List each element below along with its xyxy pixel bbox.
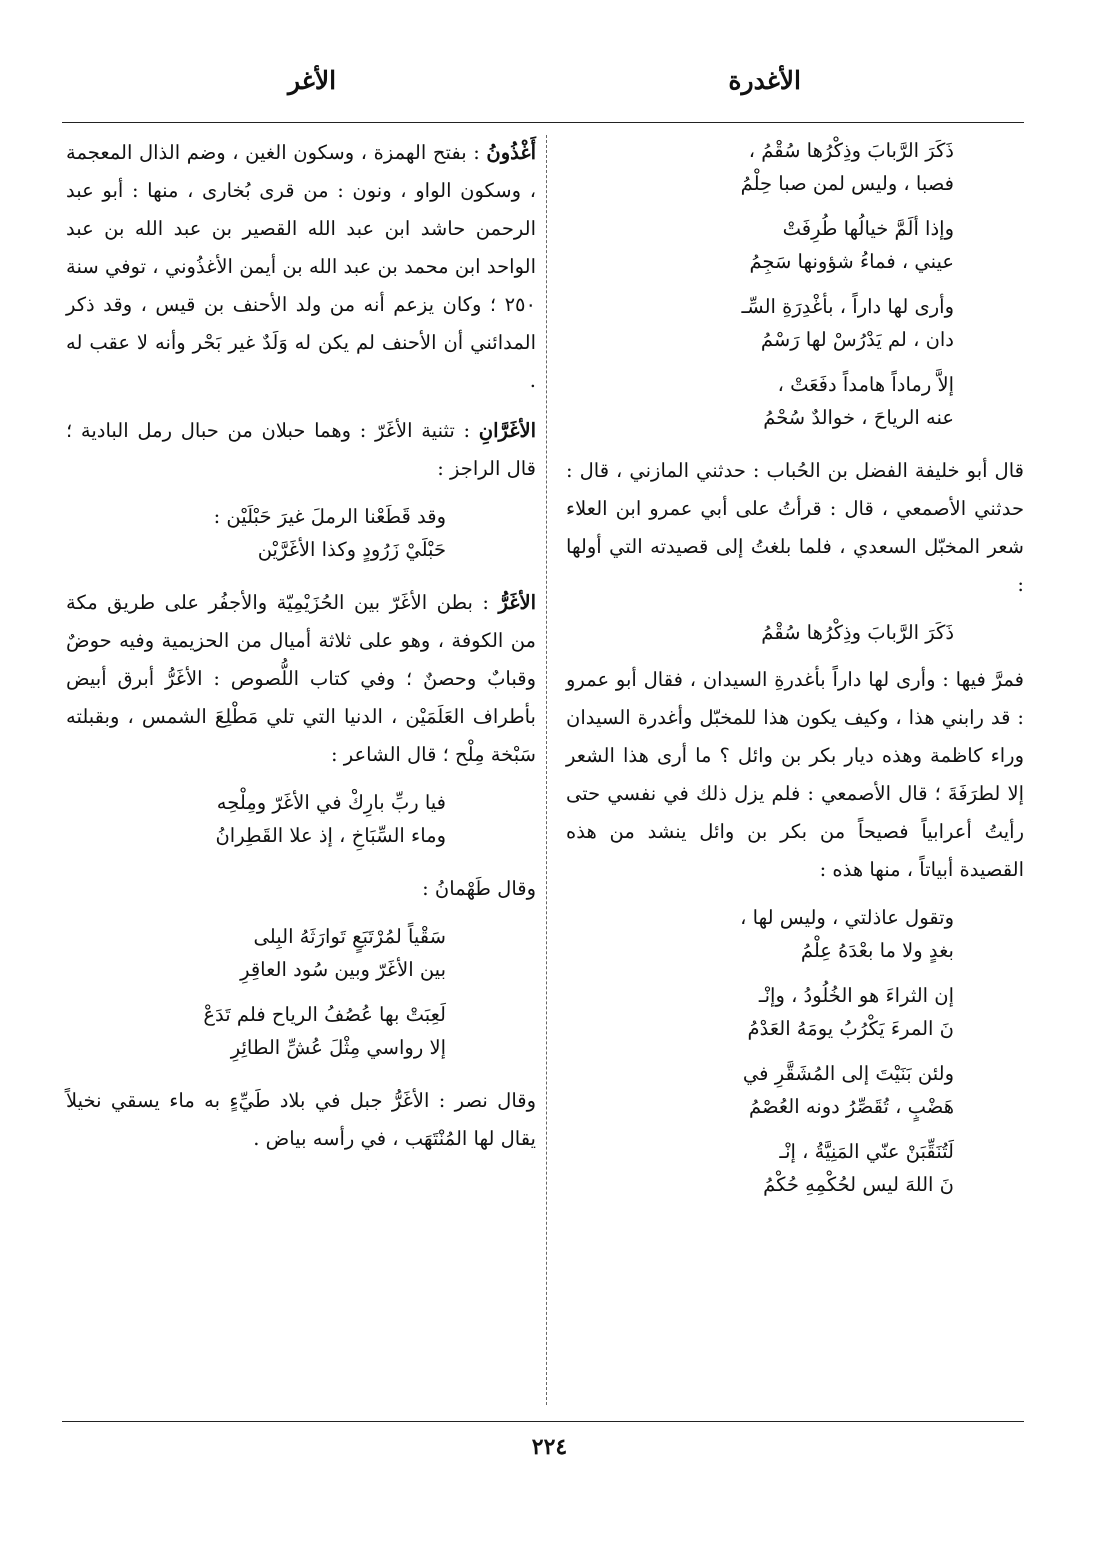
verse-block xyxy=(566,1135,1024,1201)
verse-line: حَبْلَيْ زَرُودٍ وكذا الأغَرَّيْن xyxy=(257,538,446,561)
entry-text: : بفتح الهمزة ، وسكون الغين ، وضم الذال المعجمة ، وسكون الواو ، ونون : من قرى بُخارى ، منها : أبو عبد الرحمن حاشد ابن عبد الله القصير بن عبد الله بن عبد الواحد ابن محمد بن عبد الله بن أيمن الأغذُوني ، توفي سنة ٢٥٠ ؛ وكان يزعم أنه من ولد الأحنف بن قيس ، وقد ذكر المدائني أن الأحنف لم يكن له وَلَدٌ غير بَحْر وأنه لا عقب له . xyxy=(66,141,536,392)
running-header-left: الأغر xyxy=(288,66,337,95)
verse-line: وقد قَطَعْنا الرملَ غيرَ حَبْلَيْن : xyxy=(213,505,446,528)
prose-paragraph: وقال طَهْمانُ : xyxy=(422,877,536,900)
verse-line: بين الأغَرّ وبين سُود العاقِرِ xyxy=(240,958,446,981)
verse-block xyxy=(566,134,1024,200)
entry-agharran xyxy=(66,412,536,488)
verse-line: إلاَّ رماداً هامداً دفَعَتْ ، xyxy=(777,373,954,396)
verse-line: نَ اللهَ ليس لحُكْمِهِ حُكْمُ xyxy=(763,1173,954,1196)
verse-block xyxy=(66,920,536,986)
verse-line: هَضْبٍ ، تُقَصِّرُ دونه العُصْمُ xyxy=(748,1095,954,1118)
verse-block xyxy=(566,979,1024,1045)
entry-agharr xyxy=(66,584,536,774)
bottom-rule xyxy=(62,1421,1024,1422)
page-number: ٢٢٤ xyxy=(531,1434,568,1460)
verse-line: لَتُنَقِّبَنْ عنّي المَنِيَّةُ ، إنْـ xyxy=(779,1140,954,1163)
verse-block xyxy=(66,998,536,1064)
verse-line: إلا رواسي مِثْلَ عُشِّ الطائِرِ xyxy=(230,1036,446,1059)
verse-line: نَ المرءَ يَكْرُبُ يومَهُ العَدْمُ xyxy=(747,1017,954,1040)
verse-block xyxy=(66,786,536,852)
prose-paragraph: قال أبو خليفة الفضل بن الحُباب : حدثني المازني ، قال : حدثني الأصمعي ، قال : قرأتُ على أبي عمرو ابن العلاء شعر المخبّل السعدي ، فلما بلغتُ إلى قصيدته التي أولها : xyxy=(566,459,1024,596)
verse-block xyxy=(566,1057,1024,1123)
top-rule xyxy=(62,122,1024,123)
entry-text: : تثنية الأغَرّ : وهما حبلان من حبال رمل البادية ؛ قال الراجز : xyxy=(66,419,536,480)
verse-line: سَقْياً لمُرْتَبَعٍ تَوارَثَهُ البِلى xyxy=(253,925,446,948)
verse-block xyxy=(66,500,536,566)
verse-line: فصبا ، وليس لمن صبا حِلْمُ xyxy=(740,172,954,195)
verse-line: بغدٍ ولا ما بعْدَهُ عِلْمُ xyxy=(800,939,954,962)
verse-line: وإذا ألَمَّ خيالُها طُرِفَتْ xyxy=(782,217,954,240)
verse-block xyxy=(566,901,1024,967)
verse-line: عنه الرياحَ ، خوالدٌ سُحْمُ xyxy=(763,406,954,429)
prose-paragraph: وقال نصر : الأغَرُّ جبل في بلاد طَيِّءٍ به ماء يسقي نخيلاً يقال لها المُنْتَهَب ، في رأسه بياض . xyxy=(66,1089,536,1150)
left-column xyxy=(66,134,536,1158)
entry-headword: الأغَرُّ xyxy=(498,591,536,614)
verse-block xyxy=(566,290,1024,356)
entry-headword: أَغْذُونُ xyxy=(486,141,536,164)
verse-line: ولئن بَنَيْتَ إلى المُشَقَّرِ في xyxy=(742,1062,954,1085)
verse-line: وماء السِّبَاخِ ، إذ علا القَطِرانُ xyxy=(215,824,446,847)
verse-quote: ذَكَرَ الرَّبابَ وذِكْرُها سُقْمُ xyxy=(761,621,954,644)
verse-line: عيني ، فماءُ شؤونها سَجِمُ xyxy=(749,250,954,273)
verse-block xyxy=(566,616,1024,649)
entry-headword: الأغَرَّانِ xyxy=(478,419,536,442)
running-header-right: الأغدرة xyxy=(728,66,801,95)
column-divider xyxy=(546,135,547,1405)
verse-line: لَعِبَتْ بها عُصُفُ الرياح فلم تَدَعْ xyxy=(203,1003,446,1026)
verse-block xyxy=(566,212,1024,278)
verse-line: ذَكَرَ الرَّبابَ وذِكْرُها سُقْمُ ، xyxy=(748,139,954,162)
verse-line: فيا ربِّ بارِكْ في الأغَرّ ومِلْحِه xyxy=(216,791,446,814)
verse-line: دان ، لم يَدْرُسْ لها رَسْمُ xyxy=(760,328,954,351)
entry-aghdhun xyxy=(66,134,536,400)
prose-paragraph: فمرَّ فيها : وأرى لها داراً بأغدرةِ السيدان ، فقال أبو عمرو : قد رابني هذا ، وكيف يكون هذا للمخبّل وأغدرة السيدان وراء كاظمة وهذه ديار بكر بن وائل ؟ ما أرى هذا الشعر إلا لطرَفَةَ ؛ قال الأصمعي : فلم يزل ذلك في نفسي حتى رأيتُ أعرابياً فصيحاً من بكر بن وائل ينشد من هذه القصيدة أبياتاً ، منها هذه : xyxy=(566,668,1024,881)
verse-line: إن الثراءَ هو الخُلُودُ ، وإنْـ xyxy=(758,984,954,1007)
entry-text: : بطن الأغَرّ بين الحُزَيْمِيّة والأجفُر على طريق مكة من الكوفة ، وهو على ثلاثة أميال من الحزيمية وفيه حوضٌ وقبابٌ وحصنٌ ؛ وفي كتاب اللُّصوص : الأغَرُّ أبرق أبيض بأطراف العَلَمَيْن ، الدنيا التي تلي مَطْلِعَ الشمس ، وبقبلته سَبْخة مِلْح ؛ قال الشاعر : xyxy=(66,591,536,766)
verse-line: وتقول عاذلتي ، وليس لها ، xyxy=(740,906,954,929)
right-column xyxy=(566,134,1024,1201)
verse-line: وأرى لها داراً ، بأغْدِرَةِ السِّـ xyxy=(741,295,954,318)
verse-block xyxy=(566,368,1024,434)
